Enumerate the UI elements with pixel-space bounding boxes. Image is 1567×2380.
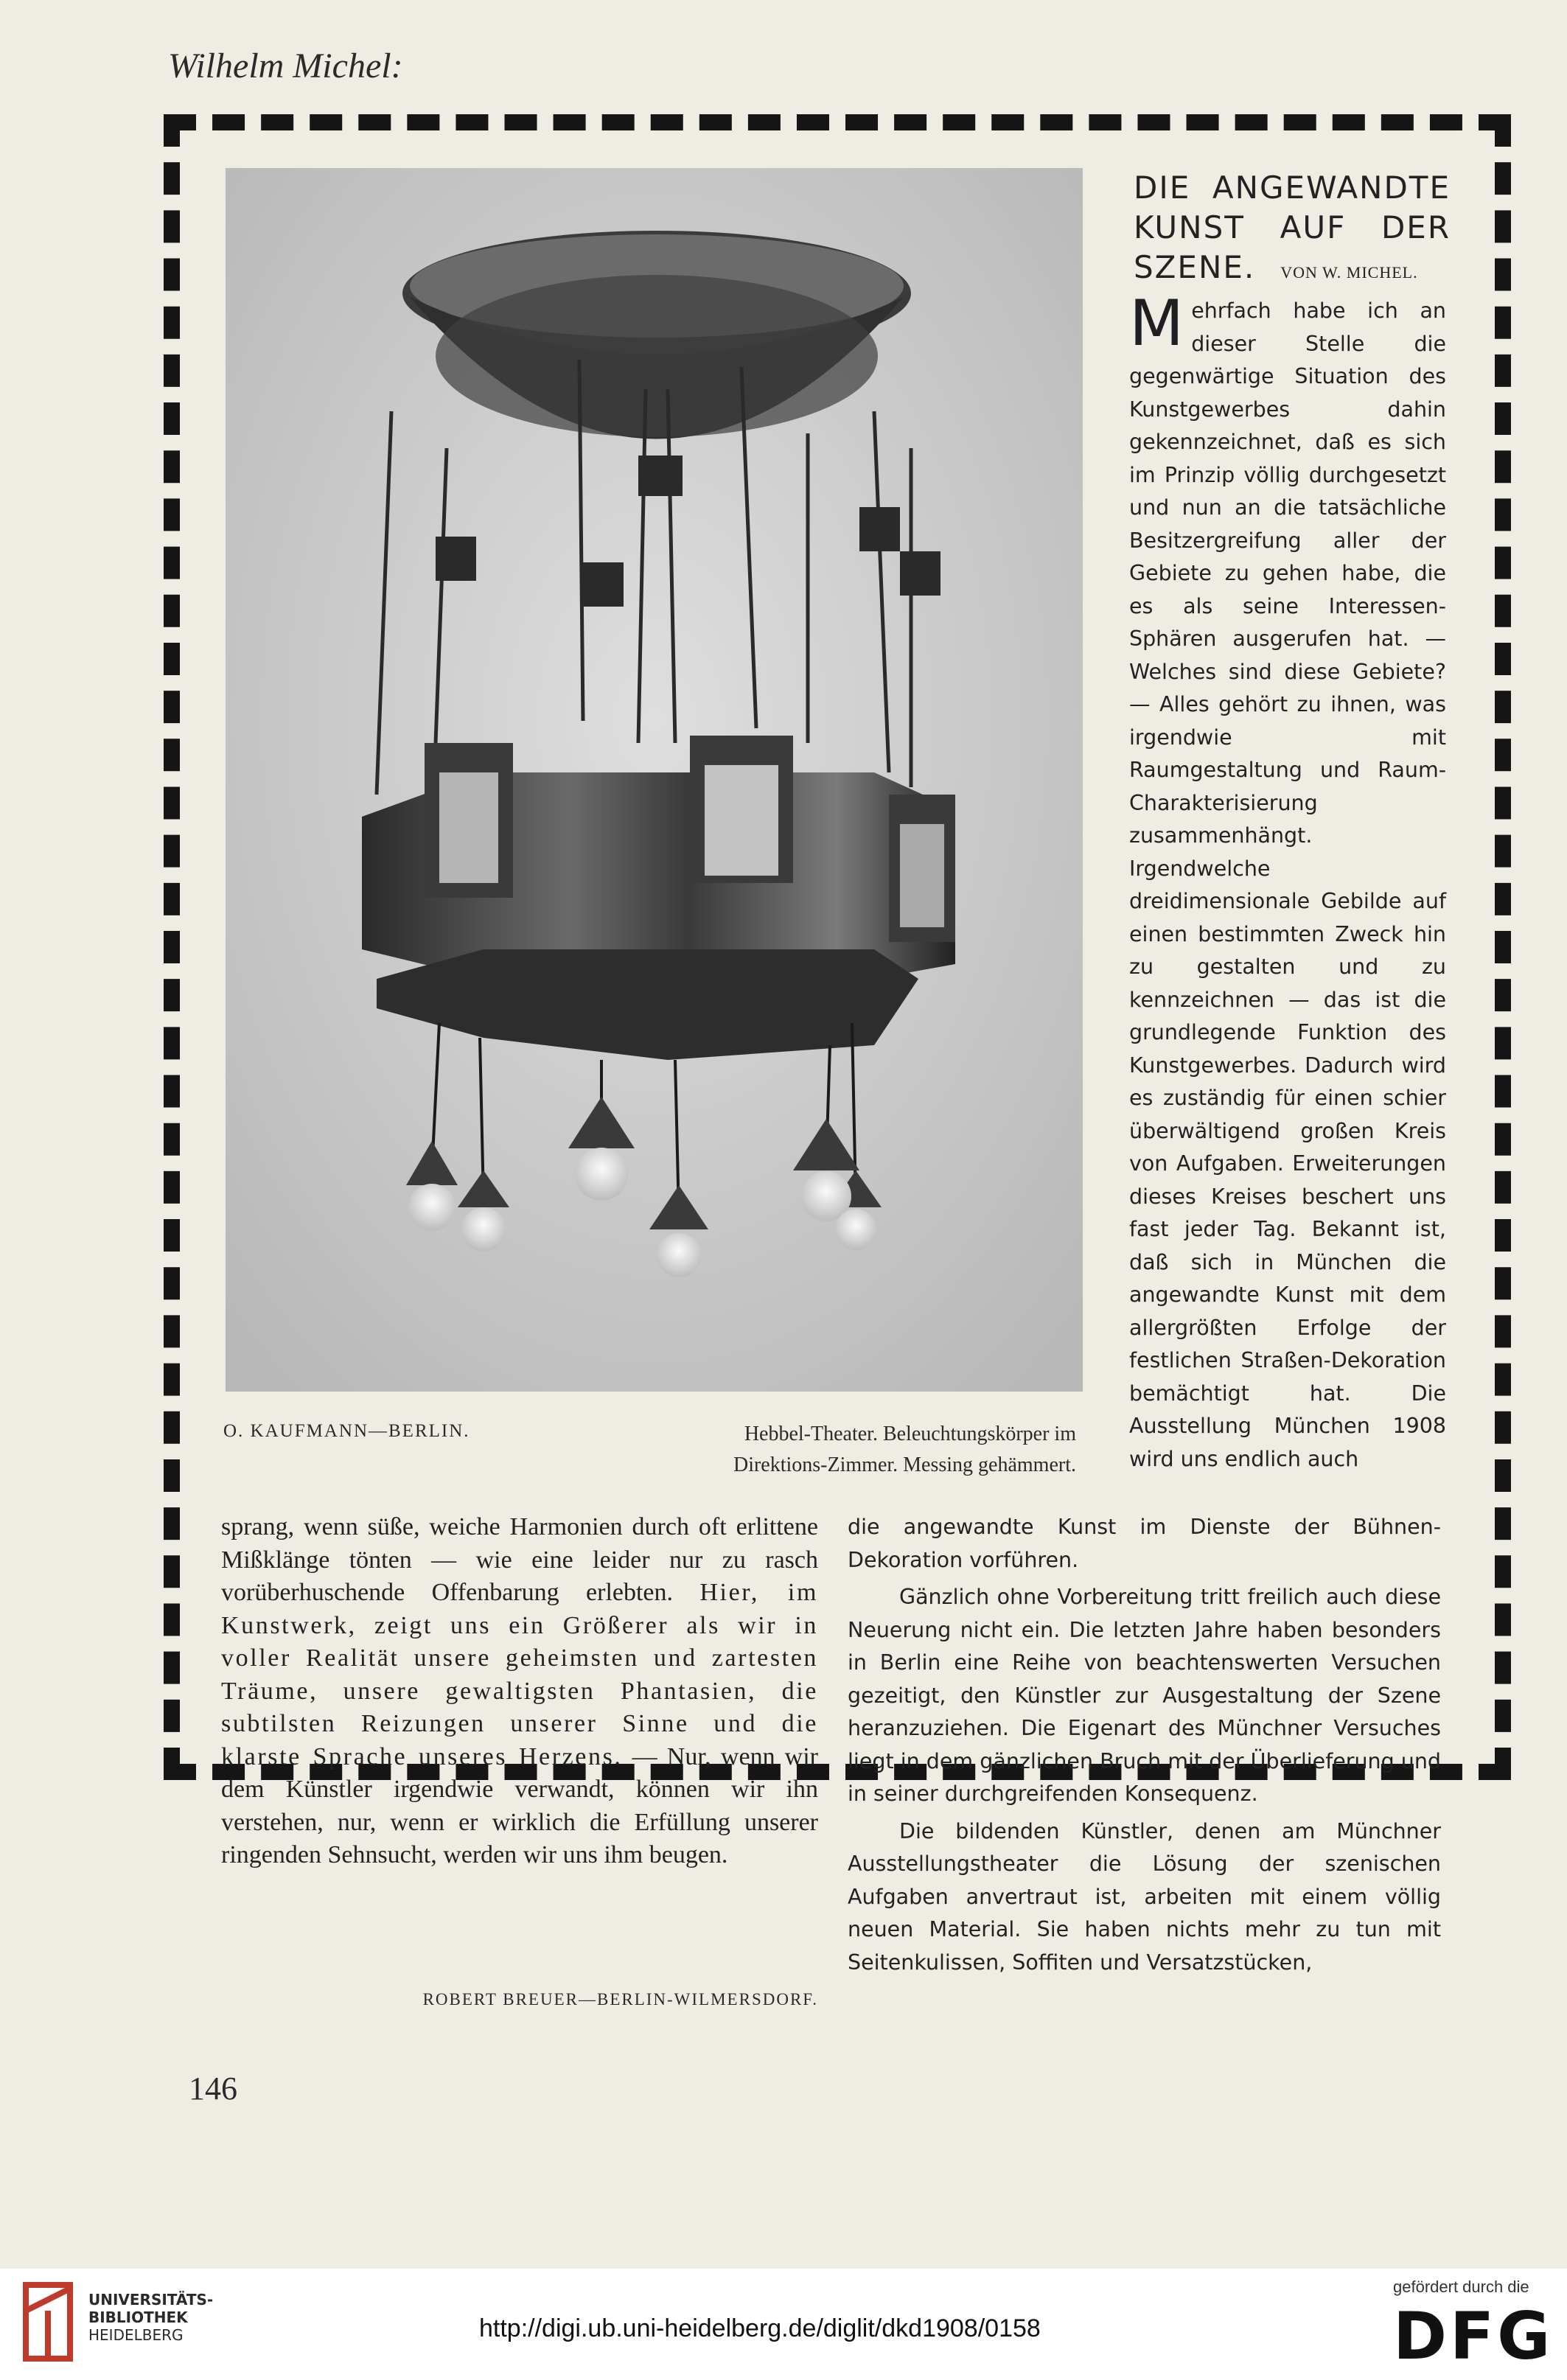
dfg-logo[interactable]: DFG: [1393, 2298, 1554, 2374]
library-name-line: UNIVERSITÄTS-: [88, 2291, 214, 2309]
library-name-line: BIBLIOTHEK: [88, 2309, 188, 2326]
running-title: Wilhelm Michel:: [168, 46, 403, 86]
paragraph-text: Die bildenden Künstler, denen am Münchner Ausstellungstheater die Lösung der szenischen Aufgaben anvertraut ist, arbeiten mit einem völlig neuen Material. Sie haben nichts mehr zu tun mit Seitenkulissen, Soffiten und Versatzstücken,: [848, 1818, 1441, 1975]
library-name[interactable]: [88, 2291, 213, 2344]
sponsor-label: gefördert durch die: [1393, 2278, 1529, 2296]
paragraph-text: Hier, im Kunstwerk, zeigt uns ein Größerer als wir in voller Realität unsere geheimsten und zartesten Träume, unsere gewaltigsten Phantasien, die subtilsten Reizungen unserer Sinne und die klarste Sprache unseres Herzens.: [221, 1579, 818, 1770]
photo-caption: [604, 1419, 1076, 1481]
chandelier-illustration: [226, 168, 1083, 1392]
title-line: SZENE.: [1134, 249, 1256, 285]
title-line: DIE ANGEWANDTE: [1134, 170, 1451, 206]
drop-cap: M: [1129, 287, 1184, 360]
caption-line: Hebbel-Theater. Beleuchtungskörper im: [744, 1423, 1076, 1445]
caption-line: Direktions-Zimmer. Messing gehämmert.: [733, 1454, 1076, 1476]
article-column-bottom: [848, 1511, 1441, 1979]
author-signature: ROBERT BREUER—BERLIN-WILMERSDORF.: [422, 1990, 818, 2009]
paragraph-text: — Nur, wenn wir dem Künstler irgendwie verwandt, können wir ihn verstehen, nur, wenn er wirklich die Erfüllung unserer ringenden Sehnsucht, werden wir uns ihm beugen.: [221, 1742, 819, 1868]
paragraph-text: sprang, wenn süße, weiche Harmonien durch oft erlittene Mißklänge tönten — wie eine leider nur zu rasch vorüberhuschende Offenbarung erlebten.: [221, 1513, 818, 1606]
paragraph-text: Gänzlich ohne Vorbereitung tritt freilich auch diese Neuerung nicht ein. Die letzten Jahre haben besonders in Berlin eine Reihe von beachtenswerten Versuchen gezeitigt, den Künstler zur Ausgestaltung der Szene heranzuziehen. Die Eigenart des Münchner Versuches liegt in dem gänzlichen Bruch mit der Überlieferung und in seiner durchgreifenden Konsequenz.: [848, 1585, 1441, 1806]
paragraph-text: die angewandte Kunst im Dienste der Bühnen-Dekoration vorführen.: [848, 1515, 1441, 1572]
article-text: ehrfach habe ich an dieser Stelle die gegenwärtige Situation des Kunstgewerbes dahin gekennzeichnet, daß es sich im Prinzip völlig durchgesetzt und nun an die tatsächliche Besitzergreifung aller der Gebiete zu gehen habe, die es als seine Interessen-Sphären ausgerufen hat. — Welches sind diese Gebiete? — Alles gehört zu ihnen, was irgendwie mit Raumgestaltung und Raum-Charakterisierung zusammenhängt. Irgendwelche dreidimensionale Gebilde auf einen bestimmten Zweck hin zu gestalten und zu kennzeichnen — das ist die grundlegende Funktion des Kunstgewerbes. Dadurch wird es zuständig für einen schier überwältigend großen Kreis von Aufgaben. Erweiterungen dieses Kreises beschert uns fast jeder Tag. Bekannt ist, daß sich in München die angewandte Kunst mit dem allergrößten Erfolge der festlichen Straßen-Dekoration bemächtigt hat. Die Ausstellung München 1908 wird uns endlich auch: [1129, 299, 1446, 1471]
article-column-right: [1129, 287, 1446, 1476]
byline: VON W. MICHEL.: [1280, 263, 1418, 282]
page-number: 146: [189, 2070, 237, 2107]
chandelier-photo: [226, 168, 1083, 1392]
library-logo-icon[interactable]: [22, 2281, 74, 2362]
library-name-line: HEIDELBERG: [88, 2326, 184, 2344]
permalink-url[interactable]: http://digi.ub.uni-heidelberg.de/diglit/dkd1908/0158: [479, 2314, 1041, 2342]
previous-article-column: [221, 1511, 818, 1872]
photo-credit: O. KAUFMANN—BERLIN.: [223, 1421, 470, 1441]
title-line: KUNST AUF DER: [1134, 209, 1451, 245]
article-heading: [1134, 168, 1451, 293]
